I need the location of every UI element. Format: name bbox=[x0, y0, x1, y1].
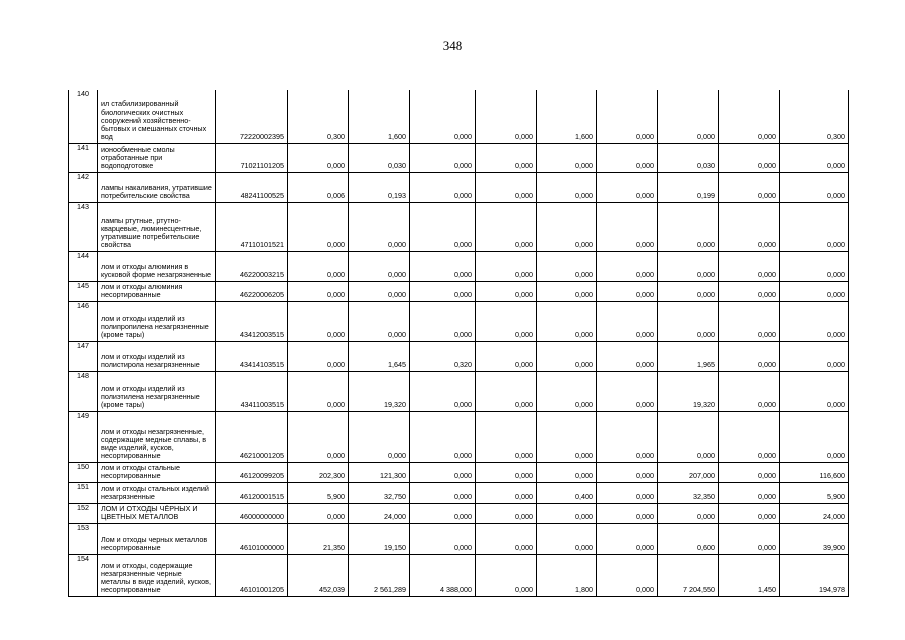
value-cell: 0,600 bbox=[658, 523, 719, 554]
waste-name: лом и отходы, содержащие незагрязненные черные металлы в виде изделий, кусков, несортированные bbox=[98, 554, 216, 596]
value-cell: 0,000 bbox=[537, 411, 597, 462]
value-cell: 0,000 bbox=[476, 172, 537, 202]
fkko-code: 46120099205 bbox=[216, 462, 288, 482]
row-number: 152 bbox=[69, 503, 98, 523]
value-cell: 0,000 bbox=[597, 90, 658, 143]
value-cell: 0,030 bbox=[658, 143, 719, 172]
value-cell: 0,000 bbox=[476, 341, 537, 371]
value-cell: 0,000 bbox=[597, 251, 658, 281]
value-cell: 0,000 bbox=[780, 301, 849, 341]
value-cell: 0,000 bbox=[410, 523, 476, 554]
waste-name: лом и отходы алюминия несортированные bbox=[98, 281, 216, 301]
table-row bbox=[69, 411, 849, 462]
value-cell: 0,000 bbox=[597, 172, 658, 202]
value-cell: 0,000 bbox=[597, 202, 658, 251]
value-cell: 0,000 bbox=[410, 301, 476, 341]
row-number: 147 bbox=[69, 341, 98, 371]
value-cell: 207,000 bbox=[658, 462, 719, 482]
value-cell: 0,000 bbox=[410, 371, 476, 411]
value-cell: 0,000 bbox=[288, 371, 349, 411]
value-cell: 0,000 bbox=[719, 90, 780, 143]
value-cell: 19,320 bbox=[658, 371, 719, 411]
value-cell: 0,000 bbox=[288, 503, 349, 523]
table-row bbox=[69, 341, 849, 371]
value-cell: 0,000 bbox=[537, 172, 597, 202]
value-cell: 0,000 bbox=[410, 202, 476, 251]
waste-name: лом и отходы изделий из полипропилена незагрязненные (кроме тары) bbox=[98, 301, 216, 341]
value-cell: 0,199 bbox=[658, 172, 719, 202]
value-cell: 0,000 bbox=[719, 482, 780, 503]
value-cell: 0,000 bbox=[597, 371, 658, 411]
value-cell: 0,000 bbox=[719, 371, 780, 411]
value-cell: 0,000 bbox=[349, 251, 410, 281]
table-row bbox=[69, 503, 849, 523]
value-cell: 0,000 bbox=[288, 143, 349, 172]
value-cell: 39,900 bbox=[780, 523, 849, 554]
fkko-code: 43414103515 bbox=[216, 341, 288, 371]
row-number: 149 bbox=[69, 411, 98, 462]
fkko-code: 48241100525 bbox=[216, 172, 288, 202]
value-cell: 0,000 bbox=[410, 90, 476, 143]
fkko-code: 46120001515 bbox=[216, 482, 288, 503]
value-cell: 0,000 bbox=[537, 523, 597, 554]
value-cell: 0,000 bbox=[658, 281, 719, 301]
value-cell: 21,350 bbox=[288, 523, 349, 554]
value-cell: 5,900 bbox=[780, 482, 849, 503]
value-cell: 0,000 bbox=[780, 172, 849, 202]
value-cell: 0,030 bbox=[349, 143, 410, 172]
table-row bbox=[69, 281, 849, 301]
value-cell: 202,300 bbox=[288, 462, 349, 482]
table-row bbox=[69, 202, 849, 251]
value-cell: 0,000 bbox=[719, 251, 780, 281]
table-row bbox=[69, 143, 849, 172]
value-cell: 24,000 bbox=[349, 503, 410, 523]
value-cell: 0,000 bbox=[719, 202, 780, 251]
value-cell: 194,978 bbox=[780, 554, 849, 596]
value-cell: 0,000 bbox=[476, 411, 537, 462]
waste-name: Лом и отходы черных металлов несортированные bbox=[98, 523, 216, 554]
value-cell: 7 204,550 bbox=[658, 554, 719, 596]
value-cell: 0,000 bbox=[410, 411, 476, 462]
value-cell: 1,800 bbox=[537, 554, 597, 596]
value-cell: 0,000 bbox=[288, 411, 349, 462]
value-cell: 19,320 bbox=[349, 371, 410, 411]
fkko-code: 43411003515 bbox=[216, 371, 288, 411]
value-cell: 0,000 bbox=[476, 523, 537, 554]
value-cell: 0,000 bbox=[476, 482, 537, 503]
value-cell: 0,000 bbox=[537, 281, 597, 301]
value-cell: 0,000 bbox=[719, 172, 780, 202]
waste-name: лом и отходы незагрязненные, содержащие медные сплавы, в виде изделий, кусков, несортированные bbox=[98, 411, 216, 462]
value-cell: 0,000 bbox=[537, 371, 597, 411]
value-cell: 4 388,000 bbox=[410, 554, 476, 596]
value-cell: 0,000 bbox=[780, 341, 849, 371]
row-number: 146 bbox=[69, 301, 98, 341]
value-cell: 0,000 bbox=[597, 341, 658, 371]
value-cell: 0,000 bbox=[537, 341, 597, 371]
value-cell: 0,000 bbox=[410, 251, 476, 281]
value-cell: 0,000 bbox=[288, 341, 349, 371]
waste-table bbox=[68, 90, 849, 597]
value-cell: 0,000 bbox=[780, 202, 849, 251]
waste-name: ил стабилизированный биологических очистных сооружений хозяйственно-бытовых и смешанных сточных вод bbox=[98, 90, 216, 143]
value-cell: 0,000 bbox=[537, 301, 597, 341]
value-cell: 0,000 bbox=[476, 301, 537, 341]
value-cell: 0,000 bbox=[410, 482, 476, 503]
waste-name: лампы накаливания, утратившие потребительские свойства bbox=[98, 172, 216, 202]
value-cell: 0,000 bbox=[780, 371, 849, 411]
value-cell: 452,039 bbox=[288, 554, 349, 596]
row-number: 140 bbox=[69, 90, 98, 143]
fkko-code: 46000000000 bbox=[216, 503, 288, 523]
value-cell: 0,000 bbox=[537, 202, 597, 251]
value-cell: 32,350 bbox=[658, 482, 719, 503]
value-cell: 0,000 bbox=[597, 482, 658, 503]
value-cell: 0,193 bbox=[349, 172, 410, 202]
value-cell: 0,000 bbox=[410, 281, 476, 301]
fkko-code: 47110101521 bbox=[216, 202, 288, 251]
row-number: 153 bbox=[69, 523, 98, 554]
value-cell: 0,000 bbox=[719, 462, 780, 482]
value-cell: 0,000 bbox=[410, 143, 476, 172]
value-cell: 116,600 bbox=[780, 462, 849, 482]
fkko-code: 46220006205 bbox=[216, 281, 288, 301]
value-cell: 1,965 bbox=[658, 341, 719, 371]
value-cell: 0,000 bbox=[719, 143, 780, 172]
value-cell: 0,000 bbox=[476, 143, 537, 172]
waste-name: лом и отходы изделий из полистирола незагрязненные bbox=[98, 341, 216, 371]
row-number: 151 bbox=[69, 482, 98, 503]
row-number: 145 bbox=[69, 281, 98, 301]
row-number: 154 bbox=[69, 554, 98, 596]
value-cell: 0,000 bbox=[597, 143, 658, 172]
waste-name: лом и отходы стальные несортированные bbox=[98, 462, 216, 482]
value-cell: 0,000 bbox=[780, 143, 849, 172]
value-cell: 0,000 bbox=[476, 503, 537, 523]
value-cell: 0,000 bbox=[597, 462, 658, 482]
value-cell: 0,000 bbox=[288, 301, 349, 341]
table-row bbox=[69, 90, 849, 143]
waste-name: ЛОМ И ОТХОДЫ ЧЁРНЫХ И ЦВЕТНЫХ МЕТАЛЛОВ bbox=[98, 503, 216, 523]
value-cell: 0,300 bbox=[288, 90, 349, 143]
value-cell: 1,600 bbox=[537, 90, 597, 143]
value-cell: 0,400 bbox=[537, 482, 597, 503]
value-cell: 0,000 bbox=[719, 523, 780, 554]
value-cell: 32,750 bbox=[349, 482, 410, 503]
row-number: 141 bbox=[69, 143, 98, 172]
value-cell: 19,150 bbox=[349, 523, 410, 554]
value-cell: 2 561,289 bbox=[349, 554, 410, 596]
value-cell: 0,006 bbox=[288, 172, 349, 202]
page-number: 348 bbox=[442, 38, 463, 53]
value-cell: 0,000 bbox=[780, 251, 849, 281]
table-row bbox=[69, 462, 849, 482]
row-number: 144 bbox=[69, 251, 98, 281]
value-cell: 0,000 bbox=[349, 411, 410, 462]
value-cell: 0,000 bbox=[476, 462, 537, 482]
value-cell: 0,000 bbox=[537, 143, 597, 172]
row-number: 143 bbox=[69, 202, 98, 251]
waste-name: лампы ртутные, ртутно-кварцевые, люминесцентные, утратившие потребительские свойства bbox=[98, 202, 216, 251]
fkko-code: 72220002395 bbox=[216, 90, 288, 143]
fkko-code: 46220003215 bbox=[216, 251, 288, 281]
value-cell: 1,450 bbox=[719, 554, 780, 596]
value-cell: 0,000 bbox=[658, 503, 719, 523]
value-cell: 0,000 bbox=[597, 503, 658, 523]
value-cell: 0,000 bbox=[719, 281, 780, 301]
value-cell: 0,000 bbox=[349, 202, 410, 251]
value-cell: 121,300 bbox=[349, 462, 410, 482]
value-cell: 0,000 bbox=[476, 202, 537, 251]
value-cell: 0,000 bbox=[658, 301, 719, 341]
table-row bbox=[69, 371, 849, 411]
value-cell: 0,000 bbox=[476, 554, 537, 596]
table-row bbox=[69, 301, 849, 341]
fkko-code: 43412003515 bbox=[216, 301, 288, 341]
waste-name: лом и отходы изделий из полиэтилена незагрязненные (кроме тары) bbox=[98, 371, 216, 411]
table-row bbox=[69, 554, 849, 596]
value-cell: 0,000 bbox=[349, 301, 410, 341]
row-number: 148 bbox=[69, 371, 98, 411]
value-cell: 0,000 bbox=[719, 503, 780, 523]
value-cell: 0,000 bbox=[658, 90, 719, 143]
row-number: 142 bbox=[69, 172, 98, 202]
value-cell: 0,000 bbox=[537, 503, 597, 523]
value-cell: 1,645 bbox=[349, 341, 410, 371]
waste-name: лом и отходы стальных изделий незагрязненные bbox=[98, 482, 216, 503]
value-cell: 0,000 bbox=[780, 281, 849, 301]
value-cell: 0,000 bbox=[476, 371, 537, 411]
value-cell: 0,000 bbox=[597, 554, 658, 596]
value-cell: 0,000 bbox=[476, 251, 537, 281]
table-row bbox=[69, 172, 849, 202]
fkko-code: 46210001205 bbox=[216, 411, 288, 462]
value-cell: 0,000 bbox=[476, 281, 537, 301]
value-cell: 0,000 bbox=[349, 281, 410, 301]
value-cell: 0,000 bbox=[537, 462, 597, 482]
value-cell: 0,000 bbox=[410, 503, 476, 523]
value-cell: 0,000 bbox=[410, 172, 476, 202]
fkko-code: 46101000000 bbox=[216, 523, 288, 554]
waste-name: лом и отходы алюминия в кусковой форме незагрязненные bbox=[98, 251, 216, 281]
value-cell: 5,900 bbox=[288, 482, 349, 503]
value-cell: 24,000 bbox=[780, 503, 849, 523]
value-cell: 0,000 bbox=[719, 301, 780, 341]
fkko-code: 46101001205 bbox=[216, 554, 288, 596]
value-cell: 0,000 bbox=[537, 251, 597, 281]
row-number: 150 bbox=[69, 462, 98, 482]
value-cell: 0,000 bbox=[288, 251, 349, 281]
table-row bbox=[69, 251, 849, 281]
value-cell: 0,300 bbox=[780, 90, 849, 143]
waste-name: ионообменные смолы отработанные при водоподготовке bbox=[98, 143, 216, 172]
value-cell: 0,000 bbox=[410, 462, 476, 482]
value-cell: 0,000 bbox=[597, 523, 658, 554]
table-row bbox=[69, 482, 849, 503]
value-cell: 0,000 bbox=[597, 411, 658, 462]
fkko-code: 71021101205 bbox=[216, 143, 288, 172]
value-cell: 0,000 bbox=[476, 90, 537, 143]
value-cell: 1,600 bbox=[349, 90, 410, 143]
value-cell: 0,000 bbox=[719, 411, 780, 462]
value-cell: 0,000 bbox=[658, 251, 719, 281]
value-cell: 0,000 bbox=[719, 341, 780, 371]
value-cell: 0,000 bbox=[597, 281, 658, 301]
value-cell: 0,320 bbox=[410, 341, 476, 371]
value-cell: 0,000 bbox=[597, 301, 658, 341]
value-cell: 0,000 bbox=[288, 202, 349, 251]
value-cell: 0,000 bbox=[780, 411, 849, 462]
table-row bbox=[69, 523, 849, 554]
value-cell: 0,000 bbox=[658, 411, 719, 462]
value-cell: 0,000 bbox=[658, 202, 719, 251]
value-cell: 0,000 bbox=[288, 281, 349, 301]
